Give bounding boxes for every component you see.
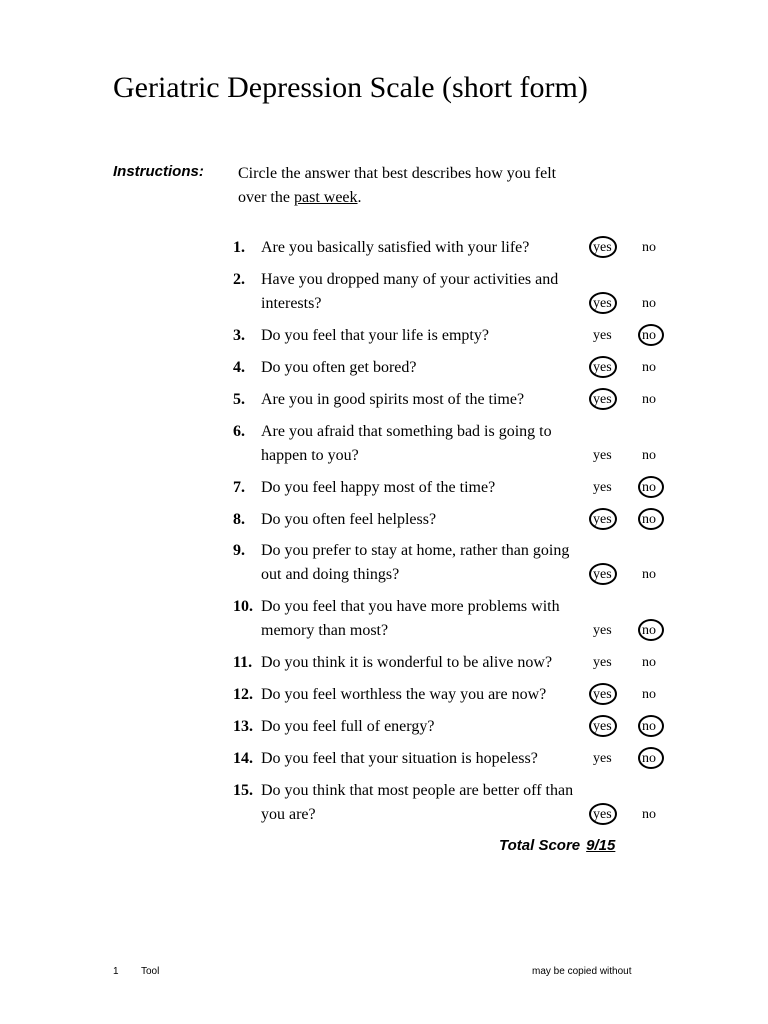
answer-yes-label: yes <box>593 719 612 734</box>
answer-yes[interactable] <box>593 328 612 344</box>
answer-yes-label: yes <box>593 807 612 822</box>
answer-no-label: no <box>642 751 656 766</box>
total-score <box>499 836 615 856</box>
answer-yes-label: yes <box>593 655 612 670</box>
instructions-text <box>238 162 578 210</box>
answer-yes[interactable] <box>593 448 612 464</box>
answer-no[interactable] <box>642 392 656 408</box>
question-text: Have you dropped many of your activities and interests? <box>261 271 559 312</box>
answer-yes-label: yes <box>593 240 612 255</box>
answer-yes[interactable] <box>593 687 612 703</box>
answer-yes[interactable] <box>593 567 612 583</box>
footer-page-number: 1 <box>113 966 119 977</box>
answer-yes-label: yes <box>593 448 612 463</box>
answer-yes[interactable] <box>593 240 612 256</box>
answer-yes-label: yes <box>593 687 612 702</box>
question-text: Do you think that most people are better off than you are? <box>261 782 574 823</box>
answer-yes[interactable] <box>593 360 612 376</box>
footer-left-text: Tool <box>141 966 160 977</box>
question-text: Do you prefer to stay at home, rather than going out and doing things? <box>261 542 570 583</box>
answer-no-label: no <box>642 807 656 822</box>
answer-no[interactable] <box>642 623 656 639</box>
question-number: 7. <box>233 479 245 496</box>
total-score-label: Total Score <box>499 837 581 854</box>
question-number: 10. <box>233 598 253 615</box>
answer-yes-label: yes <box>593 480 612 495</box>
answer-yes[interactable] <box>593 807 612 823</box>
question-number: 5. <box>233 391 245 408</box>
answer-no[interactable] <box>642 751 656 767</box>
answer-yes[interactable] <box>593 623 612 639</box>
question-text: Do you feel that you have more problems with memory than most? <box>261 598 560 639</box>
answer-no[interactable] <box>642 719 656 735</box>
answer-yes[interactable] <box>593 296 612 312</box>
answer-yes-label: yes <box>593 623 612 638</box>
answer-no[interactable] <box>642 448 656 464</box>
question-text: Do you feel full of energy? <box>261 718 435 735</box>
question-text: Do you feel worthless the way you are now? <box>261 686 547 703</box>
question-text: Do you feel that your life is empty? <box>261 327 489 344</box>
answer-yes[interactable] <box>593 392 612 408</box>
question-number: 8. <box>233 511 245 528</box>
question-number: 1. <box>233 239 245 256</box>
question-number: 11. <box>233 654 253 671</box>
answer-no[interactable] <box>642 807 656 823</box>
answer-yes-label: yes <box>593 328 612 343</box>
answer-yes[interactable] <box>593 655 612 671</box>
document-title: Geriatric Depression Scale (short form) <box>113 71 588 104</box>
question-text: Are you basically satisfied with your life? <box>261 239 530 256</box>
answer-yes-label: yes <box>593 360 612 375</box>
question-text: Are you in good spirits most of the time? <box>261 391 525 408</box>
answer-no[interactable] <box>642 328 656 344</box>
answer-no-label: no <box>642 512 656 527</box>
question-text: Do you feel happy most of the time? <box>261 479 496 496</box>
answer-no-label: no <box>642 480 656 495</box>
answer-yes-label: yes <box>593 296 612 311</box>
answer-yes-label: yes <box>593 751 612 766</box>
instructions-label: Instructions: <box>113 163 204 180</box>
answer-no-label: no <box>642 655 656 670</box>
answer-no[interactable] <box>642 360 656 376</box>
instructions-past-week: past week <box>293 189 358 206</box>
question-text: Do you feel that your situation is hopeless? <box>261 750 538 767</box>
answer-no[interactable] <box>642 655 656 671</box>
answer-no[interactable] <box>642 240 656 256</box>
answer-no[interactable] <box>642 567 656 583</box>
total-score-value: 9/15 <box>586 837 616 854</box>
answer-no[interactable] <box>642 512 656 528</box>
answer-no[interactable] <box>642 687 656 703</box>
question-text: Are you afraid that something bad is going to happen to you? <box>261 423 552 464</box>
answer-yes-label: yes <box>593 567 612 582</box>
footer-right-text: may be copied without <box>532 966 632 977</box>
question-text: Do you often get bored? <box>261 359 417 376</box>
question-number: 9. <box>233 542 245 559</box>
answer-no[interactable] <box>642 480 656 496</box>
answer-no-label: no <box>642 392 656 407</box>
question-number: 12. <box>233 686 253 703</box>
answer-no-label: no <box>642 623 656 638</box>
question-number: 3. <box>233 327 245 344</box>
question-number: 15. <box>233 782 253 799</box>
answer-no-label: no <box>642 687 656 702</box>
answer-no-label: no <box>642 240 656 255</box>
answer-no-label: no <box>642 567 656 582</box>
answer-yes[interactable] <box>593 512 612 528</box>
answer-no-label: no <box>642 448 656 463</box>
question-number: 13. <box>233 718 253 735</box>
answer-yes[interactable] <box>593 719 612 735</box>
question-text: Do you often feel helpless? <box>261 511 437 528</box>
answer-no-label: no <box>642 360 656 375</box>
answer-yes[interactable] <box>593 751 612 767</box>
instructions-text-after: . <box>357 189 362 206</box>
answer-yes[interactable] <box>593 480 612 496</box>
question-number: 14. <box>233 750 253 767</box>
question-text: Do you think it is wonderful to be alive now? <box>261 654 553 671</box>
answer-yes-label: yes <box>593 512 612 527</box>
answer-no-label: no <box>642 719 656 734</box>
answer-no-label: no <box>642 296 656 311</box>
answer-yes-label: yes <box>593 392 612 407</box>
instructions-text-before: Circle the answer that best describes how you felt over the <box>238 165 557 206</box>
answer-no[interactable] <box>642 296 656 312</box>
question-number: 4. <box>233 359 245 376</box>
question-number: 2. <box>233 271 245 288</box>
answer-no-label: no <box>642 328 656 343</box>
question-number: 6. <box>233 423 245 440</box>
